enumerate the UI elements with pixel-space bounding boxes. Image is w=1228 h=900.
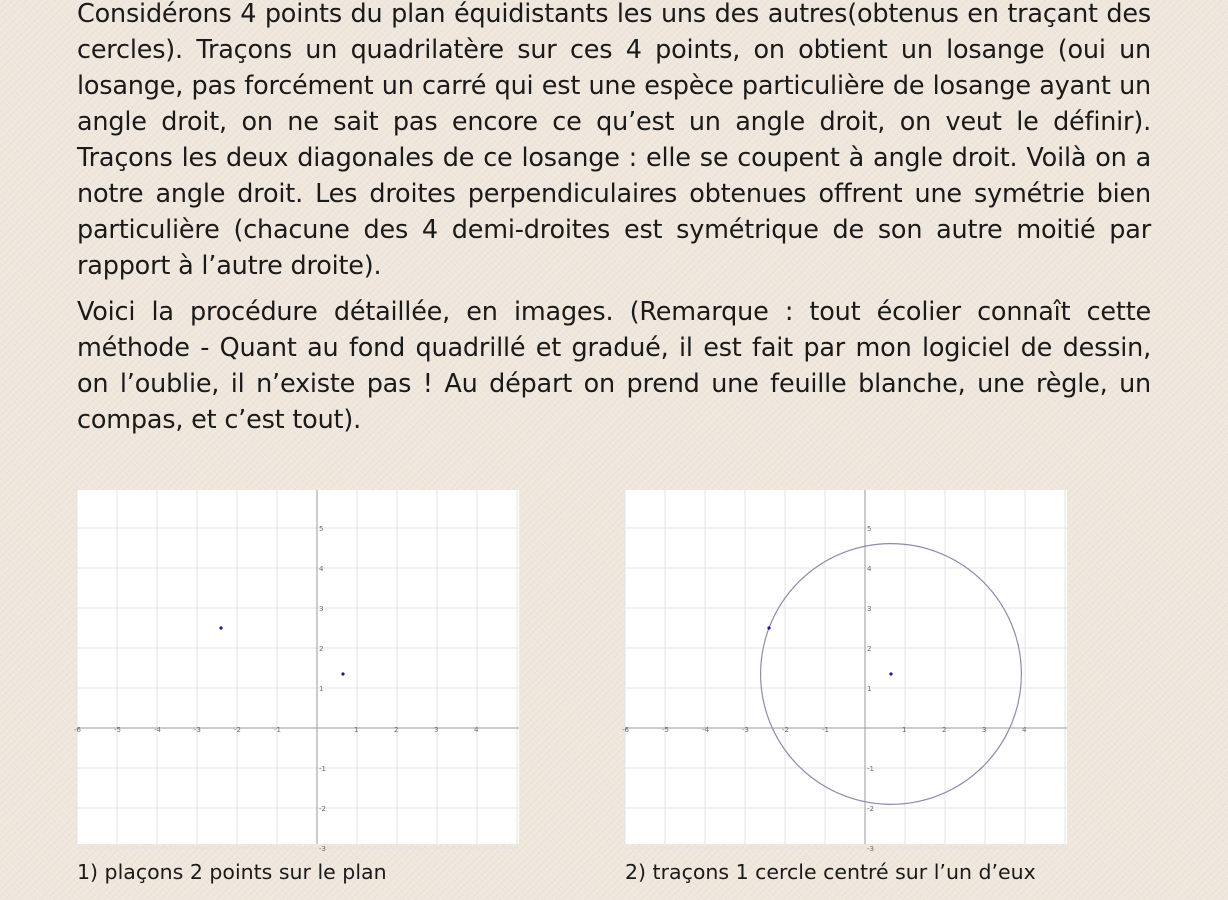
x-tick-label: 4 [1022,726,1027,734]
grid-lines [77,490,519,848]
y-tick-label: 1 [867,685,872,693]
x-tick-label: -6 [74,726,81,734]
figure-2-caption: 2) traçons 1 cercle centré sur l’un d’eux [625,860,1036,884]
x-tick-label: 2 [942,726,947,734]
x-tick-label: -5 [114,726,121,734]
y-tick-label: -3 [319,845,326,853]
x-tick-label: 3 [982,726,987,734]
plotted-point [767,626,770,629]
x-tick-label: 3 [434,726,439,734]
paragraph-procedure: Voici la procédure détaillée, en images. (Remarque : tout écolier connaît cette méthode - Quant au fond quadrillé et gradué, il est fait par mon logiciel de dessin, on l’oublie, il n’existe pas ! Au départ on prend une feuille blanche, une règle, un compas, et c’est tout). [77,297,1151,435]
y-tick-label: 3 [319,605,324,613]
x-tick-label: -2 [782,726,789,734]
paragraph-intro: Considérons 4 points du plan équidistants les uns des autres(obtenus en traçant des cercles). Traçons un quadrilatère sur ces 4 points, on obtient un losange (oui un losange, pas forcément un carré qui est une espèce particulière de losange ayant un angle droit, on ne sait pas encore ce qu’est un angle droit, on veut le définir). Traçons les deux diagonales de ce losange : elle se coupent à angle droit. Voilà on a notre angle droit. Les droites perpendiculaires obtenues offrent une symétrie bien particulière (chacune des 4 demi-droites est symétrique de son autre moitié par rapport à l’autre droite). [77,0,1151,281]
y-tick-label: 5 [867,525,872,533]
x-tick-label: -5 [662,726,669,734]
y-tick-label: -1 [867,765,874,773]
plotted-point [219,626,222,629]
x-tick-label: 4 [474,726,479,734]
y-tick-label: -2 [867,805,874,813]
x-tick-label: -4 [702,726,709,734]
figure-1-caption: 1) plaçons 2 points sur le plan [77,860,387,884]
grid-lines [625,490,1067,848]
y-tick-label: 4 [867,565,872,573]
x-tick-label: -1 [274,726,281,734]
x-tick-label: -2 [234,726,241,734]
y-tick-label: -3 [867,845,874,853]
y-tick-label: 1 [319,685,324,693]
y-tick-label: 4 [319,565,324,573]
figure-2-graph [622,490,1067,853]
y-tick-label: 2 [867,645,872,653]
x-tick-label: -1 [822,726,829,734]
x-tick-label: -3 [194,726,201,734]
plotted-point [889,672,892,675]
figure-1-plot [74,490,519,853]
y-tick-label: -2 [319,805,326,813]
x-tick-label: -4 [154,726,161,734]
x-tick-label: -3 [742,726,749,734]
x-tick-label: 1 [902,726,907,734]
y-tick-label: 5 [319,525,324,533]
plotted-point [341,672,344,675]
x-tick-label: -6 [622,726,629,734]
x-tick-label: 2 [394,726,399,734]
figure-1-graph [74,490,519,853]
y-tick-label: 3 [867,605,872,613]
y-tick-label: -1 [319,765,326,773]
figure-2-plot [622,490,1067,853]
x-tick-label: 1 [354,726,359,734]
y-tick-label: 2 [319,645,324,653]
